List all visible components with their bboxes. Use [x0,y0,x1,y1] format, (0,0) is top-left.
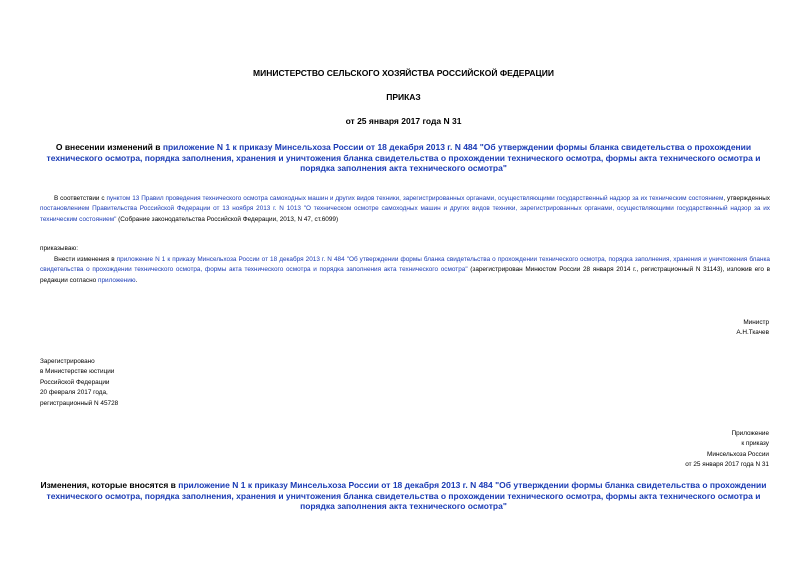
appendix-reference-line: к приказу [741,440,769,448]
prikazyvayu-label: приказываю: [40,245,78,252]
preamble-text-1: В соответствии с [54,195,107,202]
order-text-3: . [135,276,138,284]
ministry-heading: МИНИСТЕРСТВО СЕЛЬСКОГО ХОЗЯЙСТВА РОССИЙСКОЙ ФЕДЕРАЦИИ [253,68,554,78]
appendix-reference-block [685,429,769,471]
order-text-1: Внести изменения в [54,256,117,263]
registration-line: регистрационный N 45728 [40,399,119,407]
appendix-reference-line: Минсельхоза России [707,450,769,458]
registration-line: 20 февраля 2017 года, [40,389,108,397]
appendix-reference-line: от 25 января 2017 года N 31 [685,461,769,469]
order-title [30,142,777,174]
appendix-title-link[interactable]: приложение N 1 к приказу Минсельхоза России от 18 декабря 2013 г. N 484 "Об утверждении формы бланка свидетельства о прохождении технического осмотра, порядка заполнения, хранения и уничтожения бланка свидетельства о прохождении технического осмотра, формы акта технического осмотра и порядка заполнения акта технического осмотра" [46,480,767,511]
appendix-title-text: Изменения, которые вносятся в [40,480,179,490]
order-text-2: (зарегистрирован Минюстом России 28 января 2014 г., регистрационный N 31143), изложив его в редакции согласно [40,266,770,284]
registration-line: в Министерстве юстиции [40,368,115,376]
preamble-paragraph [40,194,770,225]
signature-block [736,318,769,339]
registration-block [40,357,118,409]
preamble-text-3: (Собрание законодательства Российской Федерации, 2013, N 47, ст.6099) [116,215,339,223]
registration-line: Зарегистрировано [40,358,95,365]
doc-type-heading: ПРИКАЗ [386,92,421,102]
resolution-link[interactable]: постановлением Правительства Российской Федерации от 13 ноября 2013 г. N 1013 "О техническом осмотре самоходных машин и других видов техники, зарегистрированных органами, осуществляющими государственный надзор за их техническим состоянием" [40,205,770,223]
date-number-heading: от 25 января 2017 года N 31 [345,116,462,126]
order-paragraph [40,255,770,286]
registration-line: Российской Федерации [40,378,110,386]
signature-name: А.Н.Ткачев [736,329,769,337]
preamble-text-2: , утвержденных [723,195,770,202]
order-title-link[interactable]: приложение N 1 к приказу Минсельхоза России от 18 декабря 2013 г. N 484 "Об утверждении формы бланка свидетельства о прохождении технического осмотра, порядка заполнения, хранения и уничтожения бланка свидетельства о прохождении технического осмотра, формы акта технического осмотра и порядка заполнения акта технического осмотра" [46,142,761,173]
order-title-text: О внесении изменений в [55,142,163,152]
appendix-reference-line: Приложение [731,430,769,437]
signature-position: Министр [743,319,769,326]
rules-link[interactable]: пунктом 13 Правил проведения технического осмотра самоходных машин и других видов техники, зарегистрированных органами, осуществляющими государственный надзор за их техническим состоянием [106,195,724,202]
appendix-title [30,480,777,512]
prilozheniyu-link[interactable]: приложению [97,276,136,284]
appendix-link[interactable]: приложение N 1 к приказу Минсельхоза России от 18 декабря 2013 г. N 484 "Об утверждении формы бланка свидетельства о прохождении технического осмотра, порядка заполнения, хранения и уничтожения бланка свидетельства о прохождении технического осмотра, формы акта технического осмотра и порядка заполнения акта технического осмотра" [40,256,770,274]
